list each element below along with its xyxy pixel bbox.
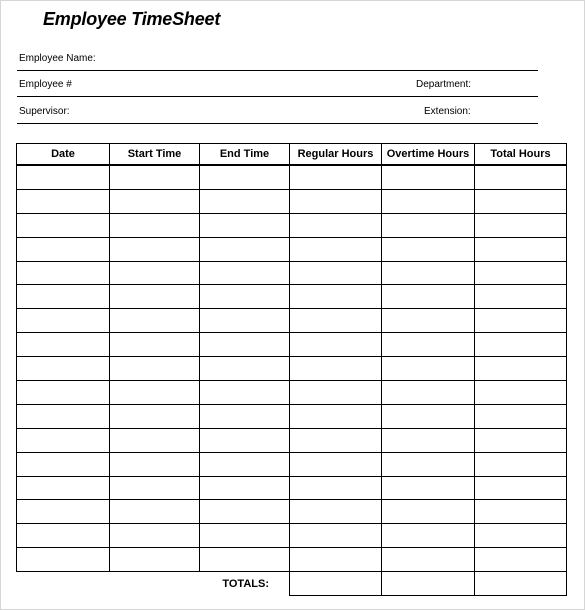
- date-cell[interactable]: [17, 381, 110, 405]
- end-time-cell[interactable]: [200, 428, 290, 452]
- overtime-hours-cell[interactable]: [382, 285, 475, 309]
- end-time-cell[interactable]: [200, 261, 290, 285]
- end-time-cell[interactable]: [200, 285, 290, 309]
- table-row: [17, 189, 567, 213]
- date-cell[interactable]: [17, 548, 110, 572]
- overtime-hours-cell[interactable]: [382, 500, 475, 524]
- total-hours-cell[interactable]: [475, 476, 567, 500]
- regular-hours-cell[interactable]: [290, 309, 382, 333]
- date-cell[interactable]: [17, 476, 110, 500]
- overtime-hours-cell[interactable]: [382, 548, 475, 572]
- date-cell[interactable]: [17, 404, 110, 428]
- regular-hours-cell[interactable]: [290, 213, 382, 237]
- column-header-total-hours: Total Hours: [475, 144, 567, 166]
- total-hours-cell[interactable]: [475, 309, 567, 333]
- end-time-cell[interactable]: [200, 357, 290, 381]
- table-row: [17, 428, 567, 452]
- end-time-cell[interactable]: [200, 309, 290, 333]
- table-row: [17, 452, 567, 476]
- date-cell[interactable]: [17, 428, 110, 452]
- regular-hours-cell[interactable]: [290, 189, 382, 213]
- table-row: [17, 309, 567, 333]
- end-time-cell[interactable]: [200, 476, 290, 500]
- end-time-cell[interactable]: [200, 500, 290, 524]
- start-time-cell[interactable]: [110, 524, 200, 548]
- start-time-cell[interactable]: [110, 548, 200, 572]
- overtime-hours-cell[interactable]: [382, 333, 475, 357]
- start-time-cell[interactable]: [110, 237, 200, 261]
- start-time-cell[interactable]: [110, 213, 200, 237]
- start-time-cell[interactable]: [110, 261, 200, 285]
- regular-hours-cell[interactable]: [290, 165, 382, 189]
- total-hours-cell[interactable]: [475, 500, 567, 524]
- date-cell[interactable]: [17, 165, 110, 189]
- end-time-cell[interactable]: [200, 381, 290, 405]
- total-hours-cell[interactable]: [475, 404, 567, 428]
- totals-row: [17, 572, 567, 596]
- end-time-cell[interactable]: [200, 165, 290, 189]
- overtime-hours-cell[interactable]: [382, 452, 475, 476]
- regular-hours-cell[interactable]: [290, 404, 382, 428]
- start-time-cell[interactable]: [110, 357, 200, 381]
- totals-regular-hours-cell[interactable]: [290, 572, 382, 596]
- date-cell[interactable]: [17, 309, 110, 333]
- total-hours-cell[interactable]: [475, 165, 567, 189]
- regular-hours-cell[interactable]: [290, 381, 382, 405]
- total-hours-cell[interactable]: [475, 452, 567, 476]
- end-time-cell[interactable]: [200, 404, 290, 428]
- date-cell[interactable]: [17, 285, 110, 309]
- overtime-hours-cell[interactable]: [382, 357, 475, 381]
- end-time-cell[interactable]: [200, 333, 290, 357]
- date-cell[interactable]: [17, 189, 110, 213]
- regular-hours-cell[interactable]: [290, 285, 382, 309]
- column-header-end-time: End Time: [200, 144, 290, 166]
- overtime-hours-cell[interactable]: [382, 261, 475, 285]
- end-time-cell[interactable]: [200, 213, 290, 237]
- overtime-hours-cell[interactable]: [382, 309, 475, 333]
- start-time-cell[interactable]: [110, 404, 200, 428]
- regular-hours-cell[interactable]: [290, 333, 382, 357]
- supervisor-row: [17, 105, 538, 124]
- total-hours-cell[interactable]: [475, 213, 567, 237]
- table-row: [17, 500, 567, 524]
- date-cell[interactable]: [17, 261, 110, 285]
- date-cell[interactable]: [17, 500, 110, 524]
- column-header-date: Date: [17, 144, 110, 166]
- total-hours-cell[interactable]: [475, 524, 567, 548]
- overtime-hours-cell[interactable]: [382, 428, 475, 452]
- regular-hours-cell[interactable]: [290, 524, 382, 548]
- overtime-hours-cell[interactable]: [382, 213, 475, 237]
- start-time-cell[interactable]: [110, 500, 200, 524]
- table-row: [17, 357, 567, 381]
- employee-number-label: Employee #: [19, 79, 72, 90]
- start-time-cell[interactable]: [110, 309, 200, 333]
- overtime-hours-cell[interactable]: [382, 524, 475, 548]
- date-cell[interactable]: [17, 357, 110, 381]
- table-row: [17, 381, 567, 405]
- table-row: [17, 333, 567, 357]
- total-hours-cell[interactable]: [475, 548, 567, 572]
- start-time-cell[interactable]: [110, 452, 200, 476]
- start-time-cell[interactable]: [110, 476, 200, 500]
- total-hours-cell[interactable]: [475, 428, 567, 452]
- end-time-cell[interactable]: [200, 548, 290, 572]
- total-hours-cell[interactable]: [475, 333, 567, 357]
- totals-overtime-hours-cell[interactable]: [382, 572, 475, 596]
- regular-hours-cell[interactable]: [290, 261, 382, 285]
- start-time-cell[interactable]: [110, 333, 200, 357]
- extension-label: Extension:: [424, 106, 471, 117]
- end-time-cell[interactable]: [200, 524, 290, 548]
- start-time-cell[interactable]: [110, 189, 200, 213]
- total-hours-cell[interactable]: [475, 285, 567, 309]
- regular-hours-cell[interactable]: [290, 428, 382, 452]
- column-header-start-time: Start Time: [110, 144, 200, 166]
- column-header-regular-hours: Regular Hours: [290, 144, 382, 166]
- total-hours-cell[interactable]: [475, 237, 567, 261]
- overtime-hours-cell[interactable]: [382, 189, 475, 213]
- table-row: [17, 237, 567, 261]
- end-time-cell[interactable]: [200, 189, 290, 213]
- overtime-hours-cell[interactable]: [382, 165, 475, 189]
- department-label: Department:: [416, 79, 472, 90]
- regular-hours-cell[interactable]: [290, 452, 382, 476]
- overtime-hours-cell[interactable]: [382, 404, 475, 428]
- start-time-cell[interactable]: [110, 428, 200, 452]
- start-time-cell[interactable]: [110, 381, 200, 405]
- employee-name-label: Employee Name:: [19, 53, 96, 64]
- regular-hours-cell[interactable]: [290, 476, 382, 500]
- overtime-hours-cell[interactable]: [382, 381, 475, 405]
- supervisor-label: Supervisor:: [19, 106, 70, 117]
- employee-number-row: [17, 78, 538, 97]
- total-hours-cell[interactable]: [475, 381, 567, 405]
- table-row: [17, 404, 567, 428]
- end-time-cell[interactable]: [200, 452, 290, 476]
- date-cell[interactable]: [17, 333, 110, 357]
- timesheet-table: [16, 143, 567, 596]
- totals-spacer: [17, 572, 110, 596]
- totals-spacer: [110, 572, 200, 596]
- overtime-hours-cell[interactable]: [382, 476, 475, 500]
- regular-hours-cell[interactable]: [290, 500, 382, 524]
- table-body: [17, 165, 567, 572]
- table-header-row: [17, 144, 567, 166]
- totals-total-hours-cell[interactable]: [475, 572, 567, 596]
- table-row: [17, 285, 567, 309]
- end-time-cell[interactable]: [200, 237, 290, 261]
- start-time-cell[interactable]: [110, 285, 200, 309]
- date-cell[interactable]: [17, 524, 110, 548]
- date-cell[interactable]: [17, 237, 110, 261]
- employee-name-field[interactable]: [17, 52, 538, 71]
- table-row: [17, 165, 567, 189]
- totals-label: TOTALS:: [200, 572, 290, 596]
- table-row: [17, 213, 567, 237]
- date-cell[interactable]: [17, 452, 110, 476]
- regular-hours-cell[interactable]: [290, 237, 382, 261]
- regular-hours-cell[interactable]: [290, 548, 382, 572]
- total-hours-cell[interactable]: [475, 261, 567, 285]
- date-cell[interactable]: [17, 213, 110, 237]
- start-time-cell[interactable]: [110, 165, 200, 189]
- table-row: [17, 548, 567, 572]
- total-hours-cell[interactable]: [475, 357, 567, 381]
- table-row: [17, 476, 567, 500]
- regular-hours-cell[interactable]: [290, 357, 382, 381]
- total-hours-cell[interactable]: [475, 189, 567, 213]
- page-title: Employee TimeSheet: [43, 9, 221, 29]
- overtime-hours-cell[interactable]: [382, 237, 475, 261]
- table-row: [17, 261, 567, 285]
- table-row: [17, 524, 567, 548]
- column-header-overtime-hours: Overtime Hours: [382, 144, 475, 166]
